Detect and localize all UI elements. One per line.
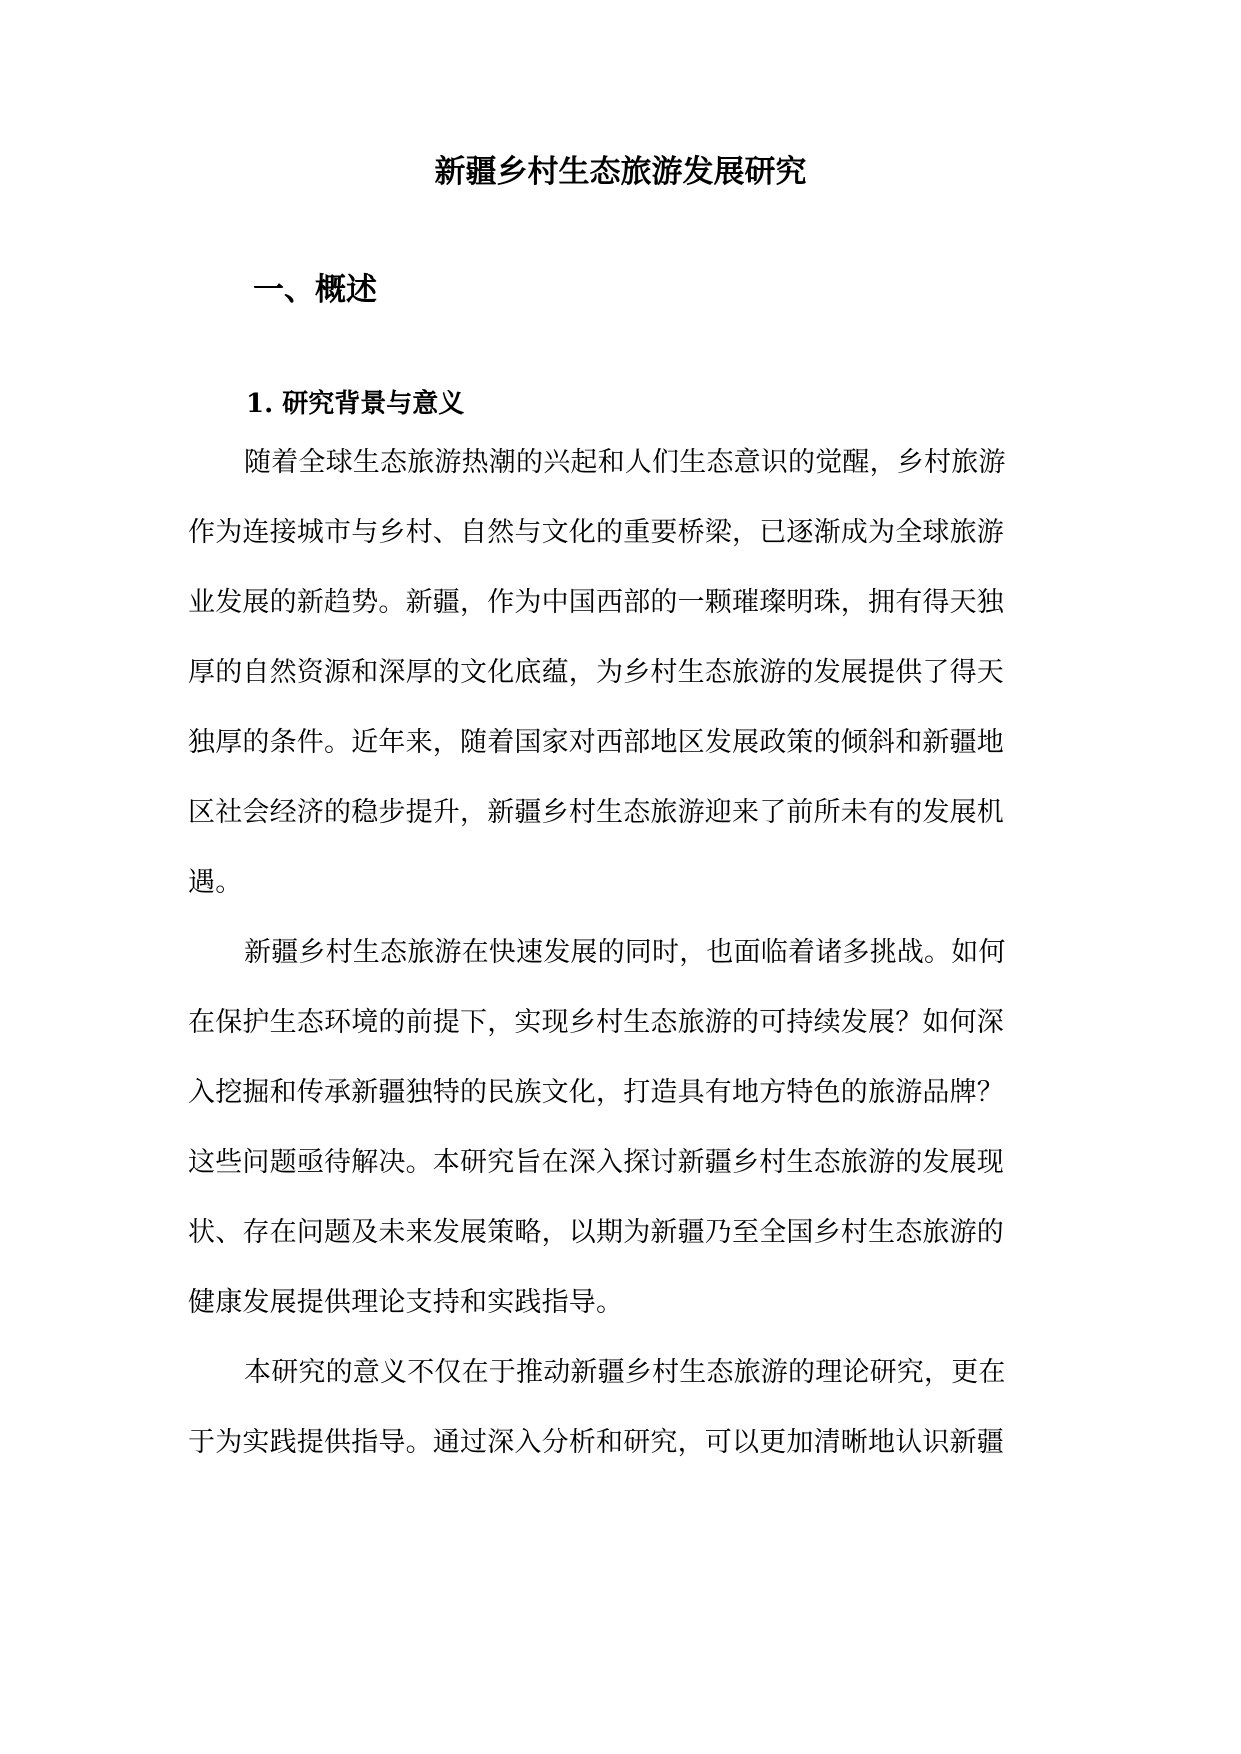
paragraph-line: 随着全球生态旅游热潮的兴起和人们生态意识的觉醒，乡村旅游 [244,447,1006,478]
paragraph-line: 新疆乡村生态旅游在快速发展的同时，也面临着诸多挑战。如何 [244,937,1006,968]
paragraph-line: 入挖掘和传承新疆独特的民族文化，打造具有地方特色的旅游品牌？ [188,1077,1004,1108]
paragraph-line: 在保护生态环境的前提下，实现乡村生态旅游的可持续发展？如何深 [188,1007,1004,1038]
paragraph-line: 这些问题亟待解决。本研究旨在深入探讨新疆乡村生态旅游的发展现 [188,1147,1004,1178]
paragraph-line: 业发展的新趋势。新疆，作为中国西部的一颗璀璨明珠，拥有得天独 [188,587,1004,618]
paragraph-line: 状、存在问题及未来发展策略，以期为新疆乃至全国乡村生态旅游的 [188,1217,1004,1248]
paragraph-line: 本研究的意义不仅在于推动新疆乡村生态旅游的理论研究，更在 [244,1357,1006,1388]
paragraph-1 [188,428,1052,918]
section-heading-overview: 一、概述 [253,272,377,308]
paragraph-line: 遇。 [188,867,243,898]
paragraph-2 [188,918,1052,1338]
paragraph-line: 健康发展提供理论支持和实践指导。 [188,1287,624,1318]
paragraph-line: 独厚的条件。近年来，随着国家对西部地区发展政策的倾斜和新疆地 [188,727,1004,758]
document-title: 新疆乡村生态旅游发展研究 [434,154,807,190]
paragraph-line: 作为连接城市与乡村、自然与文化的重要桥梁，已逐渐成为全球旅游 [188,517,1004,548]
paragraph-3 [188,1338,1052,1478]
paragraph-line: 厚的自然资源和深厚的文化底蕴，为乡村生态旅游的发展提供了得天 [188,657,1004,688]
subsection-heading-background: 1. 研究背景与意义 [246,389,465,419]
paragraph-line: 区社会经济的稳步提升，新疆乡村生态旅游迎来了前所未有的发展机 [188,797,1004,828]
paragraph-line: 于为实践提供指导。通过深入分析和研究，可以更加清晰地认识新疆 [188,1427,1004,1458]
